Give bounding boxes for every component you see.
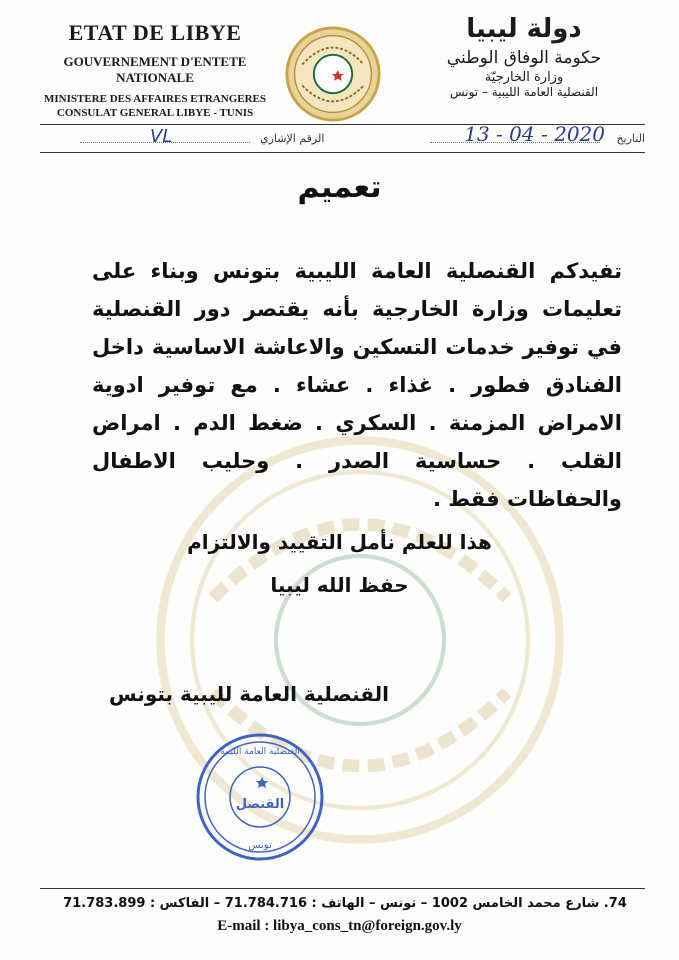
stamp-outer-text: القنصلية العامة الليبية (220, 747, 300, 757)
signature-line: القنصلية العامة لليبية بتونس (109, 682, 389, 706)
document-title: تعميم (297, 170, 382, 205)
header-arabic-line1: دولة ليبيا (466, 14, 582, 44)
header-arabic-line2: حكومة الوفاق الوطني (446, 48, 602, 68)
footer-divider (40, 888, 645, 889)
header-french-line1: ETAT DE LIBYE (68, 20, 242, 45)
date-value: 13 - 04 - 2020 (464, 122, 605, 146)
closing-line: هذا للعلم نأمل التقييد والالتزام (187, 530, 492, 554)
stamp-bottom-text: تونس (248, 840, 272, 851)
subheader-divider (40, 152, 645, 153)
header-french (30, 20, 280, 120)
reference-label: الرقم الإشاري (260, 132, 325, 145)
consulate-stamp-icon (195, 732, 325, 862)
date-label: التاريخ (616, 132, 645, 145)
government-emblem-icon (285, 26, 381, 122)
header-arabic-line3: وزارة الخارجيّة (484, 70, 564, 85)
prayer-line: حفظ الله ليبيا (270, 573, 409, 597)
header-french-line4: CONSULAT GENERAL LIBYE - TUNIS (56, 107, 254, 119)
reference-line (40, 122, 645, 150)
document-body: تفيدكم القنصلية العامة الليبية بتونس وبناء على تعليمات وزارة الخارجية بأنه يقتصر دور القنصلية في توفير خدمات التسكين والاعاشة الاساسية داخل الفنادق فطور . غذاء . عشاء . مع توفير ادوية الامراض المزمنة . السكري . ضغط الدم . امراض القلب . حساسية الصدر . وحليب الاطفال والحفاظات فقط . (92, 259, 622, 511)
header-arabic (399, 14, 649, 99)
footer-address: 74. شارع محمد الخامس 1002 – تونس – الهاتف : 71.784.716 – الفاكس : 71.783.899 (63, 896, 627, 911)
header-french-line3: MINISTERE DES AFFAIRES ETRANGERES (44, 93, 266, 105)
header-arabic-line4: القنصلية العامة الليبية – تونس (449, 85, 599, 99)
reference-value: VL (150, 126, 173, 147)
stamp-center-text: القنصل (235, 797, 285, 812)
header-french-line2: GOUVERNEMENT D'ENTETE NATIONALE (63, 54, 247, 85)
footer-email: E-mail : libya_cons_tn@foreign.gov.ly (217, 918, 462, 934)
